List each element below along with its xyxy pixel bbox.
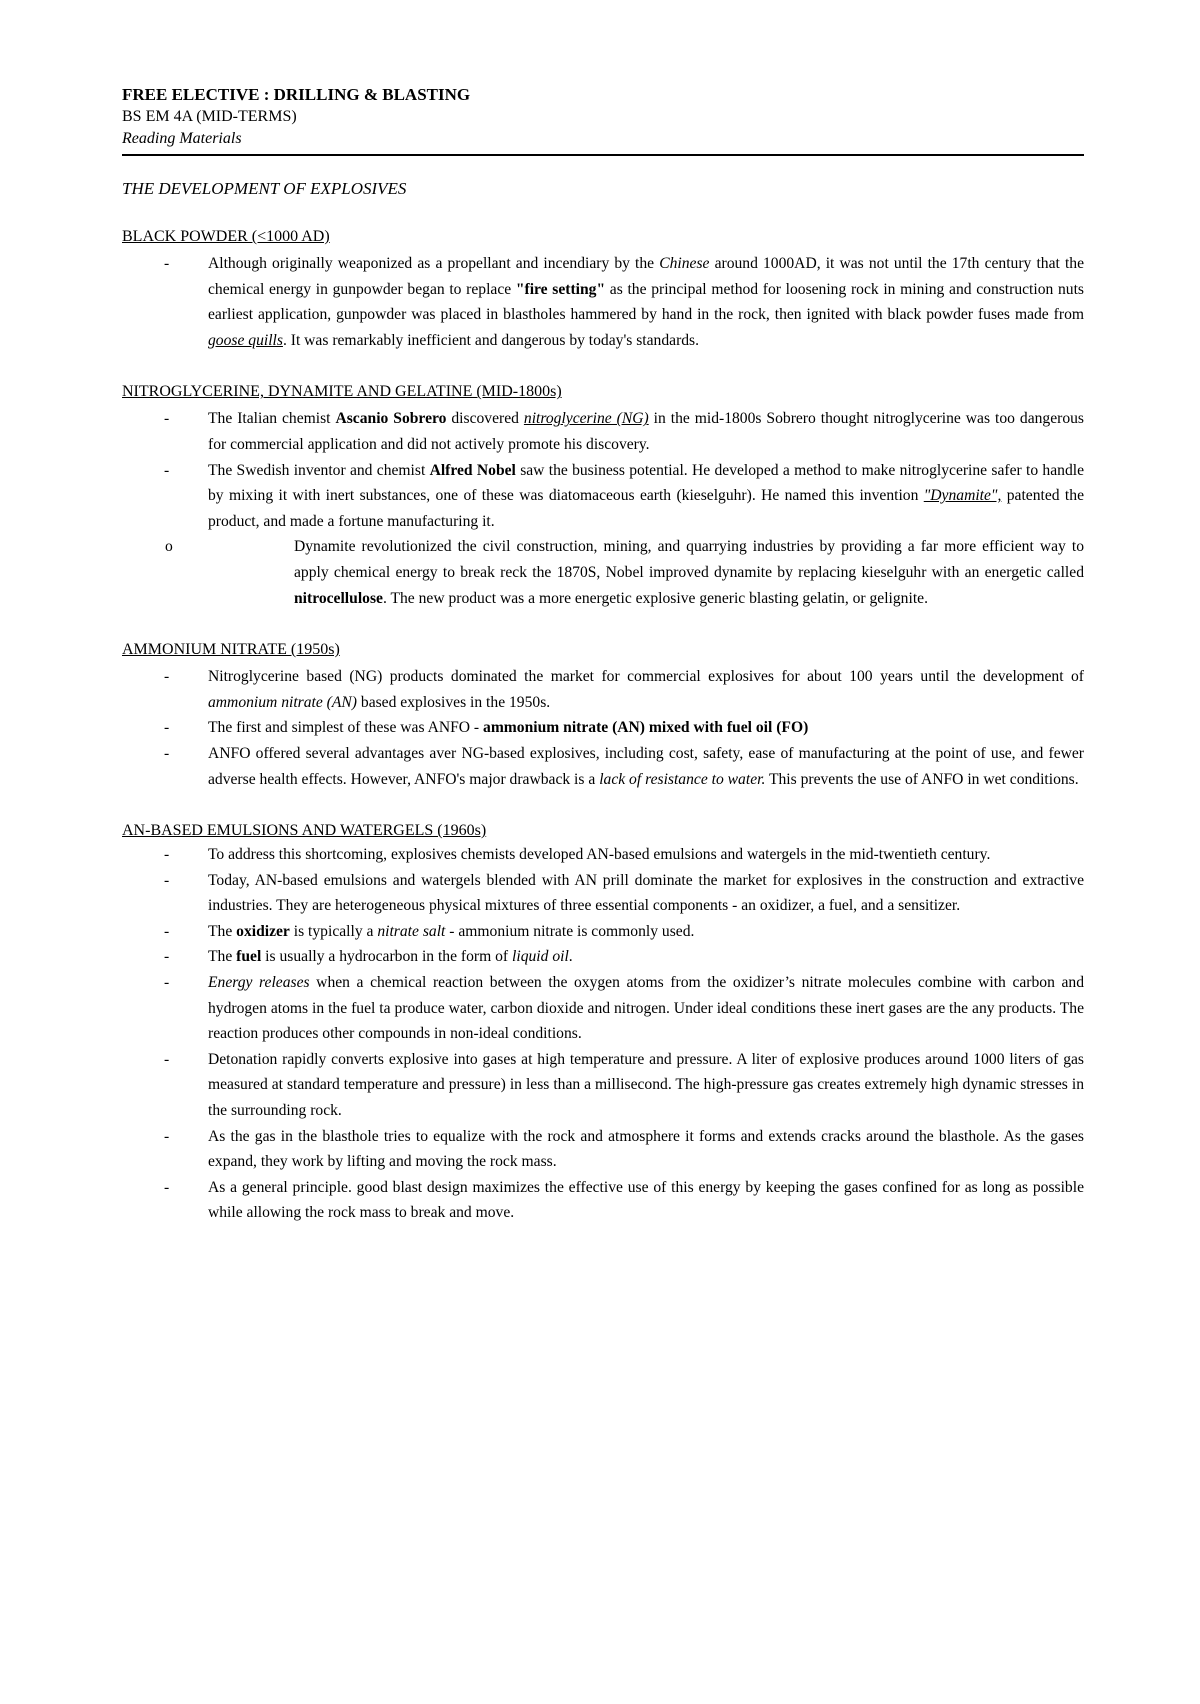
header-title: FREE ELECTIVE : DRILLING & BLASTING	[122, 85, 471, 104]
list-item: - Energy releases when a chemical reaction between the oxygen atoms from the oxidizer’s nitrate molecules combine with carbon and hydrogen atoms in the fuel ta produce water, carbon dioxide and nitrogen. Under ideal conditions these inert gases are the any products. The reaction produces other compounds in non-ideal conditions.	[122, 970, 1084, 1047]
list-item: - As a general principle. good blast design maximizes the effective use of this energy by keeping the gases confined for as long as possible while allowing the rock mass to break and move.	[122, 1175, 1084, 1226]
list-item: - Nitroglycerine based (NG) products dominated the market for commercial explosives for about 100 years until the development of ammonium nitrate (AN) based explosives in the 1950s.	[122, 664, 1084, 715]
section-ammonium-nitrate	[122, 639, 1084, 792]
sub-bullet-list	[122, 534, 1084, 611]
list-item: - Detonation rapidly converts explosive into gases at high temperature and pressure. A liter of explosive produces around 1000 liters of gas measured at standard temperature and pressure) in less than a millisecond. The high-pressure gas creates extremely high dynamic stresses in the surrounding rock.	[122, 1047, 1084, 1124]
list-item: - The fuel is usually a hydrocarbon in the form of liquid oil.	[122, 944, 1084, 970]
section-heading: NITROGLYCERINE, DYNAMITE AND GELATINE (MID-1800s)	[122, 383, 562, 401]
list-item: - ANFO offered several advantages aver NG-based explosives, including cost, safety, ease of manufacturing at the point of use, and fewer adverse health effects. However, ANFO's major drawback is a lack of resistance to water. This prevents the use of ANFO in wet conditions.	[122, 741, 1084, 792]
document-page	[122, 84, 1084, 1226]
bullet-list	[122, 664, 1084, 792]
list-item: - To address this shortcoming, explosives chemists developed AN-based emulsions and watergels in the mid-twentieth century.	[122, 842, 1084, 868]
bullet-list	[122, 251, 1084, 353]
header-reading: Reading Materials	[122, 130, 242, 147]
section-black-powder	[122, 226, 1084, 353]
section-heading: AN-BASED EMULSIONS AND WATERGELS (1960s)	[122, 822, 487, 840]
list-item: - Although originally weaponized as a propellant and incendiary by the Chinese around 1000AD, it was not until the 17th century that the chemical energy in gunpowder began to replace "fire setting" as the principal method for loosening rock in mining and construction nuts earliest application, gunpowder was placed in blastholes hammered by hand in the rock, then ignited with black powder fuses made from goose quills. It was remarkably inefficient and dangerous by today's standards.	[122, 251, 1084, 353]
bullet-list	[122, 842, 1084, 1226]
section-heading: BLACK POWDER (<1000 AD)	[122, 228, 330, 245]
bullet-list	[122, 406, 1084, 611]
header-rule	[122, 154, 1084, 156]
list-item: - Today, AN-based emulsions and watergels blended with AN prill dominate the market for explosives in the construction and extractive industries. They are heterogeneous physical mixtures of three essential components - an oxidizer, a fuel, and a sensitizer.	[122, 868, 1084, 919]
section-heading: AMMONIUM NITRATE (1950s)	[122, 641, 340, 659]
list-item: - The Italian chemist Ascanio Sobrero discovered nitroglycerine (NG) in the mid-1800s Sobrero thought nitroglycerine was too dangerous for commercial application and did not actively promote his discovery.	[122, 406, 1084, 457]
header-course: BS EM 4A (MID-TERMS)	[122, 108, 297, 125]
list-item: - The oxidizer is typically a nitrate salt - ammonium nitrate is commonly used.	[122, 919, 1084, 945]
section-nitroglycerine	[122, 381, 1084, 611]
list-item: - The Swedish inventor and chemist Alfred Nobel saw the business potential. He developed a method to make nitroglycerine safer to handle by mixing it with inert substances, one of these was diatomaceous earth (kieselguhr). He named this invention "Dynamite", patented the product, and made a fortune manufacturing it. o Dynamite revolutionized the civil construction, mining, and quarrying industries by providing a far more efficient way to apply chemical energy to break reck the 1870S, Nobel improved dynamite by replacing kieselguhr with an energetic called nitrocellulose. The new product was a more energetic explosive generic blasting gelatin, or gelignite.	[122, 458, 1084, 612]
list-item: - As the gas in the blasthole tries to equalize with the rock and atmosphere it forms and extends cracks around the blasthole. As the gases expand, they work by lifting and moving the rock mass.	[122, 1124, 1084, 1175]
list-item: - The first and simplest of these was ANFO - ammonium nitrate (AN) mixed with fuel oil (FO)	[122, 715, 1084, 741]
list-item: o Dynamite revolutionized the civil construction, mining, and quarrying industries by providing a far more efficient way to apply chemical energy to break reck the 1870S, Nobel improved dynamite by replacing kieselguhr with an energetic called nitrocellulose. The new product was a more energetic explosive generic blasting gelatin, or gelignite.	[122, 534, 1084, 611]
document-title: THE DEVELOPMENT OF EXPLOSIVES	[122, 179, 407, 198]
section-emulsions	[122, 820, 1084, 1226]
